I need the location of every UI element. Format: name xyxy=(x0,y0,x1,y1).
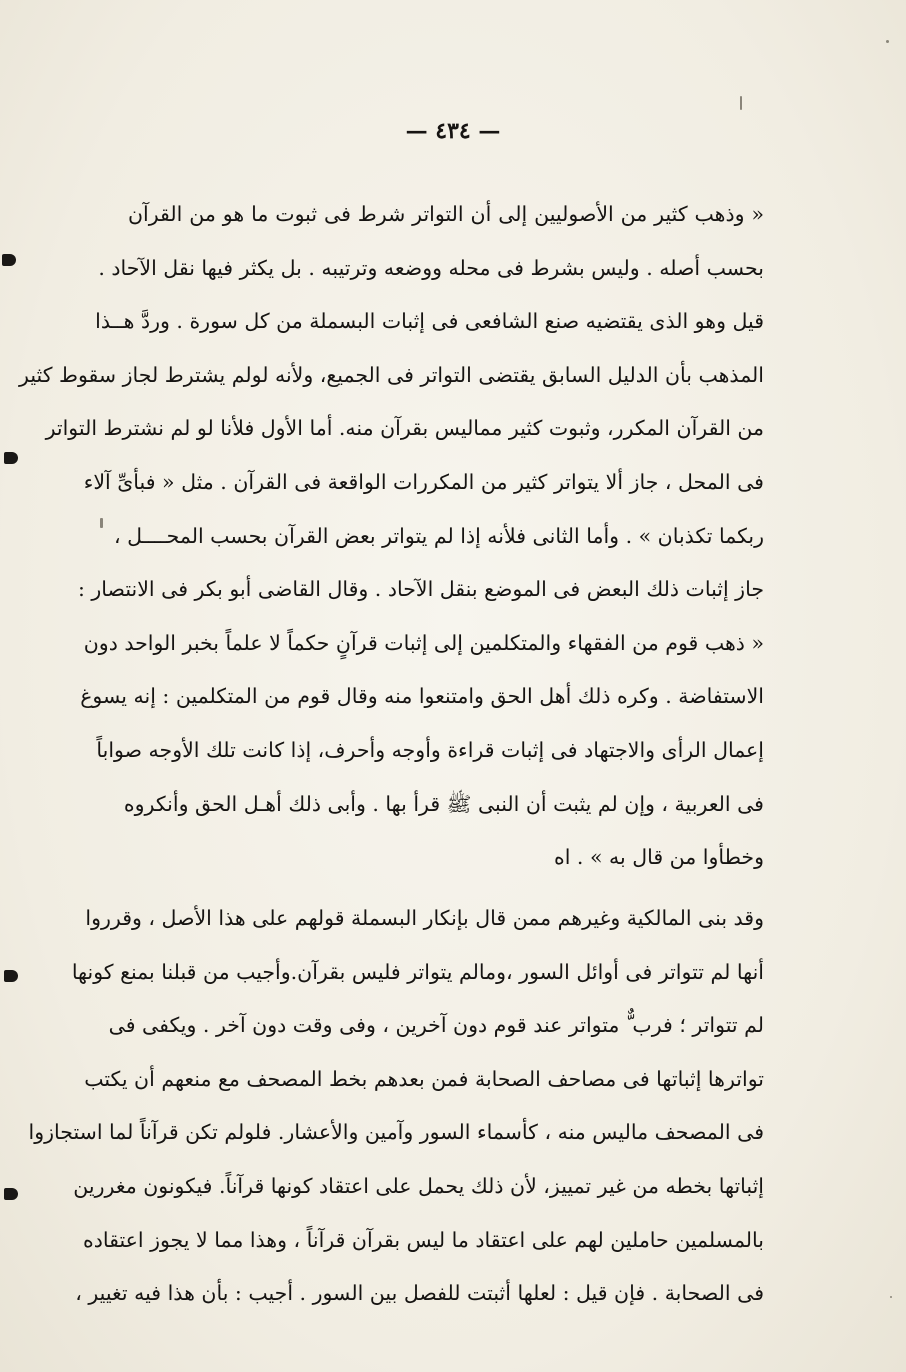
paragraph-2 xyxy=(28,892,764,1321)
text-line: الاستفاضة . وكره ذلك أهل الحق وامتنعوا منه وقال قوم من المتكلمين : إنه يسوغ xyxy=(80,684,764,709)
paper-speck xyxy=(740,96,742,110)
text-line: المذهب بأن الدليل السابق يقتضى التواتر فى الجميع، ولأنه لولم يشترط لجاز سقوط كثير xyxy=(19,362,764,387)
text-line: لم تتواتر ؛ فرب ٌّ متواتر عند قوم دون آخرين ، وفى وقت دون آخر . ويكفى فى xyxy=(108,1013,764,1038)
text-line: « وذهب كثير من الأصوليين إلى أن التواتر شرط فى ثبوت ما هو من القرآن xyxy=(128,202,764,226)
text-line: فى الصحابة . فإن قيل : لعلها أثبتت للفصل بين السور . أجيب : بأن هذا فيه تغيير ، xyxy=(75,1281,764,1306)
margin-mark xyxy=(2,254,16,266)
text-line: وقد بنى المالكية وغيرهم ممن قال بإنكار البسملة قولهم على هذا الأصل ، وقرروا xyxy=(85,906,764,930)
text-line: فى المصحف ماليس منه ، كأسماء السور وآمين والأعشار. فلولم تكن قرآناً لما استجازوا xyxy=(28,1120,764,1145)
text-line: « ذهب قوم من الفقهاء والمتكلمين إلى إثبات قرآنٍ حكماً لا علماً بخبر الواحد دون xyxy=(83,630,764,655)
text-line: بالمسلمين حاملين لهم على اعتقاد ما ليس بقرآن قرآناً ، وهذا مما لا يجوز اعتقاده xyxy=(82,1227,764,1252)
text-line: إثباتها بخطه من غير تمييز، لأن ذلك يحمل على اعتقاد كونها قرآناً. فيكونون مغررين xyxy=(73,1173,764,1198)
text-line: وخطأوا من قال به » . اه xyxy=(553,845,764,870)
text-line: بحسب أصله . وليس بشرط فى محله ووضعه وترتيبه . بل يكثر فيها نقل الآحاد . xyxy=(98,255,764,280)
text-line: فى العربية ، وإن لم يثبت أن النبى ﷺ قرأ بها . وأبى ذلك أهـل الحق وأنكروه xyxy=(123,791,764,816)
paper-speck xyxy=(100,518,103,528)
paragraph-1 xyxy=(19,188,764,885)
paper-speck xyxy=(886,40,889,43)
text-line: قيل وهو الذى يقتضيه صنع الشافعى فى إثبات البسملة من كل سورة . وردَّ هــذا xyxy=(95,309,764,334)
text-line: ربكما تكذبان » . وأما الثانى فلأنه إذا لم يتواتر بعض القرآن بحسب المحــــل ، xyxy=(113,523,764,548)
text-line: إعمال الرأى والاجتهاد فى إثبات قراءة وأوجه وأحرف، إذا كانت تلك الأوجه صواباً xyxy=(96,737,764,762)
margin-mark xyxy=(4,970,18,982)
page-number: — ٤٣٤ — xyxy=(405,118,501,144)
text-line: من القرآن المكرر، وثبوت كثير مماليس بقرآن منه. أما الأول فلأنا لو لم نشترط التواتر xyxy=(45,416,764,441)
margin-mark xyxy=(4,452,18,464)
text-line: أنها لم تتواتر فى أوائل السور ،ومالم يتواتر فليس بقرآن.وأجيب من قبلنا بمنع كونها xyxy=(71,959,764,984)
paper-speck xyxy=(890,1296,892,1298)
text-line: تواترها إثباتها فى مصاحف الصحابة فمن بعدهم بخط المصحف مع منعهم أن يكتب xyxy=(84,1066,764,1091)
text-line: جاز إثبات ذلك البعض فى الموضع بنقل الآحاد . وقال القاضى أبو بكر فى الانتصار : xyxy=(77,577,764,602)
margin-mark xyxy=(4,1188,18,1200)
text-line: فى المحل ، جاز ألا يتواتر كثير من المكررات الواقعة فى القرآن . مثل « فبأىِّ آلاء xyxy=(83,469,764,494)
